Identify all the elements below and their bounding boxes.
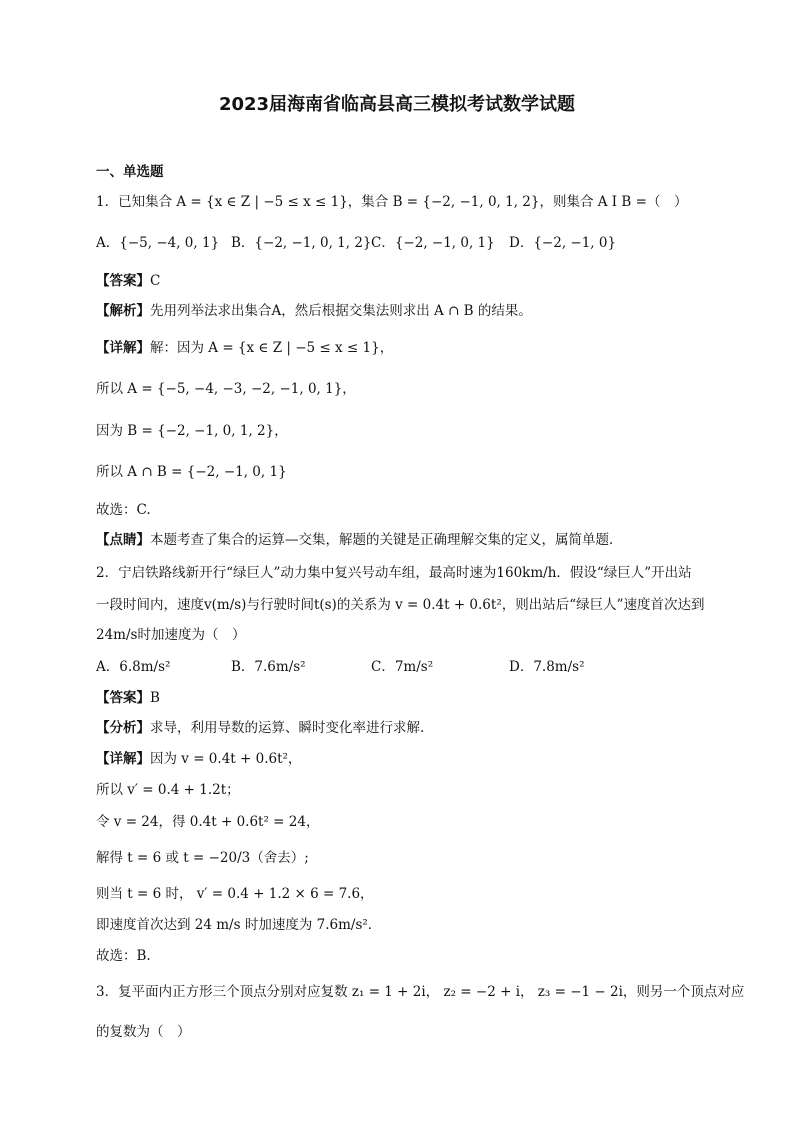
question-2-stem: 2．宁启铁路线新开行“绿巨人”动力集中复兴号动车组，最高时速为160km/h．假设“绿巨人”开出站: [96, 565, 692, 581]
page-title: 2023届海南省临高县高三模拟考试数学试题: [218, 94, 576, 115]
analysis-line: [96, 719, 424, 737]
comment-line: [96, 531, 623, 549]
detail-tag: 【详解】: [96, 340, 150, 356]
question-2-stem: 24m/s时加速度为（ ）: [96, 627, 246, 643]
detail-line: 则当 t = 6 时， v′ = 0.4 + 1.2 × 6 = 7.6，: [96, 886, 374, 902]
answer-line: [96, 689, 160, 707]
question-3-stem: 3．复平面内正方形三个顶点分别对应复数 z₁ = 1 + 2i， z₂ = −2 + i， z₃ = −1 − 2i，则另一个顶点对应: [96, 984, 745, 1000]
detail-line: 解得 t = 6 或 t = −20/3（舍去）;: [96, 850, 309, 866]
option-c: C．{−2, −1, 0, 1}: [371, 235, 495, 251]
detail-line: 因为 B = {−2, −1, 0, 1, 2}，: [96, 423, 288, 439]
detail-line: 即速度首次达到 24 m/s 时加速度为 7.6m/s²．: [96, 917, 382, 933]
option-a: A．6.8m/s²: [96, 659, 171, 675]
answer-line: [96, 272, 160, 290]
answer-value: B: [150, 690, 160, 706]
detail-text: 解：因为 A = {x ∈ Z | −5 ≤ x ≤ 1}，: [150, 340, 394, 356]
detail-line: 所以 v′ = 0.4 + 1.2t；: [96, 782, 240, 798]
option-d: D．{−2, −1, 0}: [509, 235, 617, 251]
option-a: A．{−5, −4, 0, 1}: [96, 235, 220, 251]
option-b: B．{−2, −1, 0, 1, 2}: [231, 235, 372, 251]
answer-tag: 【答案】: [96, 273, 150, 289]
detail-line: [96, 750, 301, 768]
answer-tag: 【答案】: [96, 690, 150, 706]
question-2-stem: 一段时间内，速度v(m/s)与行驶时间t(s)的关系为 v = 0.4t + 0.6t²，则出站后“绿巨人”速度首次达到: [96, 597, 705, 613]
analysis-tag: 【分析】: [96, 720, 150, 736]
detail-line: 故选：B.: [96, 948, 151, 964]
option-b: B．7.6m/s²: [231, 659, 306, 675]
detail-line: 令 v = 24，得 0.4t + 0.6t² = 24，: [96, 814, 320, 830]
analysis-text: 求导，利用导数的运算、瞬时变化率进行求解.: [150, 720, 425, 736]
detail-line: [96, 339, 393, 357]
question-1-options: [96, 234, 696, 252]
analysis-text: 先用列举法求出集合A，然后根据交集法则求出 A ∩ B 的结果。: [150, 303, 532, 319]
detail-tag: 【详解】: [96, 751, 150, 767]
detail-line: 所以 A ∩ B = {−2, −1, 0, 1}: [96, 464, 287, 480]
option-d: D．7.8m/s²: [509, 659, 585, 675]
analysis-line: [96, 302, 532, 320]
detail-text: 因为 v = 0.4t + 0.6t²，: [150, 751, 302, 767]
detail-line: 故选：C.: [96, 502, 151, 518]
comment-tag: 【点睛】: [96, 532, 150, 548]
section-heading: 一、单选题: [96, 164, 164, 180]
comment-text: 本题考查了集合的运算—交集，解题的关键是正确理解交集的定义，属简单题．: [150, 532, 623, 548]
answer-value: C: [150, 273, 161, 289]
option-c: C．7m/s²: [371, 659, 434, 675]
analysis-tag: 【解析】: [96, 303, 150, 319]
question-1-stem: 1．已知集合 A = {x ∈ Z | −5 ≤ x ≤ 1}，集合 B = {−2, −1, 0, 1, 2}，则集合 A I B =（ ）: [96, 194, 688, 210]
question-3-stem: 的复数为（ ）: [96, 1024, 191, 1040]
detail-line: 所以 A = {−5, −4, −3, −2, −1, 0, 1}，: [96, 381, 356, 397]
question-2-options: [96, 658, 696, 676]
